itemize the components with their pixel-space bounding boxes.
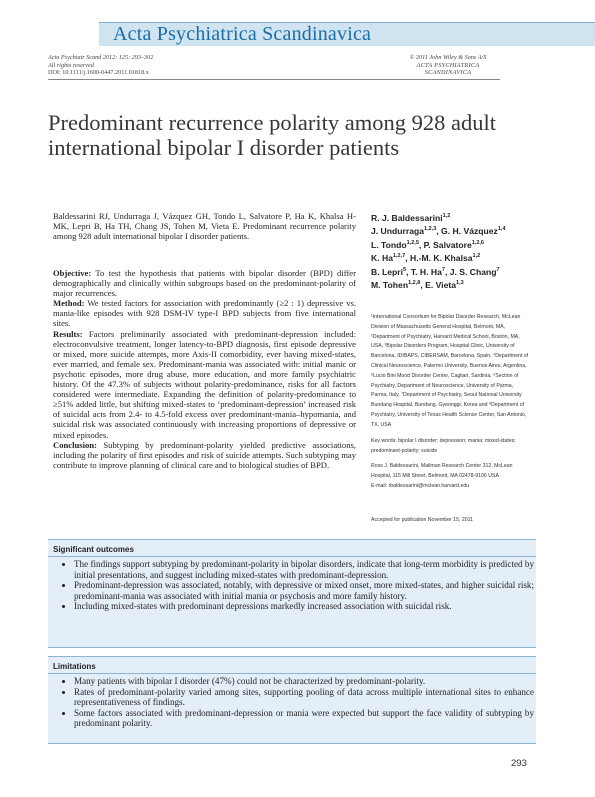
affiliations: ¹International Consortium for Bipolar Disorder Research, McLean Division of Massachusetts General Hospital, Belmont, MA, ²Department of Psychiatry, Harvard Medical School, Boston, MA, USA, ³Bipolar Disorders Program, Hospital Clinic, University of Barcelona, IDIBAPS, CIBERSAM, Barcelona, Spain, ⁴Department of Clinical Neuroscience, Palermo University, Buenos Aires, Argentina, ⁵Lucio Bini Mood Disorder Center, Cagliari, Sardinia, ⁶Section of Psychiatry, Department of Neuroscience, University of Parma, Parma, Italy, ⁷Department of Psychiatry, Seoul National University Bundang Hospital, Bundang, Gyeonggi, Korea and ⁸Department of Psychiatry, University of Texas Health Science Center, San Antonio, TX, USA: [371, 314, 529, 428]
journal-name: Acta Psychiatrica Scandinavica: [113, 23, 372, 45]
conclusion-label: Conclusion:: [53, 439, 97, 450]
box-divider: [48, 673, 536, 674]
results-label: Results:: [53, 328, 83, 339]
list-item: • Including mixed-states with predominant depressions markedly increased association with suicidal risk.: [74, 601, 534, 612]
limitations-list: [62, 676, 534, 729]
limitations-heading: Limitations: [53, 662, 96, 671]
author[interactable]: E. Vieta$^{1,3}$: [425, 280, 464, 291]
box-divider: [48, 556, 536, 557]
significant-outcomes-box: [48, 539, 536, 648]
article-citation: Baldessarini RJ, Undurraga J, Vázquez GH, Tondo L, Salvatore P, Ha K, Khalsa H-MK, Lepri B, Ha TH, Chang JS, Tohen M, Vieta E. Predominant recurrence polarity among 928 adult international bipolar I disorder patients.: [53, 211, 356, 242]
list-item: • The findings support subtyping by predominant-polarity in bipolar disorders, indicate that long-term morbidity is predicted by initial presentations, and suggest including mixed-states with predominant-depression.: [74, 559, 534, 580]
author[interactable]: M. Tohen$^{1,2,8}$: [371, 280, 421, 291]
abstract-conclusion: [53, 440, 356, 470]
keywords: Key words: bipolar I disorder; depression; mania; mixed-states; predominant-polarity; suicide: [371, 438, 516, 454]
author[interactable]: G. H. Vázquez$^{1,4}$: [441, 226, 506, 237]
limitations-box: [48, 656, 536, 744]
accepted-date: Accepted for publication November 15, 2011: [371, 517, 473, 523]
header-divider: [48, 79, 500, 80]
citation-meta: [48, 54, 153, 77]
conclusion-text: Subtyping by predominant-polarity yielded predictive associations, including the polarity of first episodes and risk of suicide attempts. Such subtyping may contribute to improve planning of clinical care and to biological studies of BPD.: [53, 439, 356, 470]
journal-citation-line: Acta Psychiatr Scand 2012: 125: 293–302: [48, 54, 154, 61]
copyright-line: © 2011 John Wiley & Sons A/S: [409, 54, 487, 61]
abstract-method: [53, 298, 356, 328]
method-label: Method:: [53, 298, 85, 309]
article-title: Predominant recurrence polarity among 928 adult international bipolar I disorder patients: [48, 110, 496, 160]
method-text: We tested factors for association with predominantly (≥2 : 1) depressive vs. mania-like episodes with 928 DSM-IV type-I BPD subjects from five international sites.: [53, 298, 356, 329]
list-item: • Predominant-depression was associated, notably, with depressive or mixed onset, more mixed-states, and higher suicidal risk; predominant-mania was associated with initial mania or psychosis and more family history.: [74, 580, 534, 601]
correspondence-email[interactable]: E-mail: rbaldessarini@mclean.harvard.edu: [371, 482, 470, 489]
list-item: • Some factors associated with predominant-depression or mania were expected but support the face validity of subtyping by predominant polarity.: [74, 708, 534, 729]
author[interactable]: T. H. Ha$^7$: [410, 266, 445, 277]
correspondence-address: Ross J. Baldessarini, Mailman Research Center 312, McLean Hospital, 115 Mill Street, Belmont, MA 02478-9106 USA: [371, 463, 513, 479]
author[interactable]: J. S. Chang$^7$: [449, 266, 500, 277]
journal-brand-line-1: ACTA PSYCHIATRICA: [416, 61, 480, 69]
significant-outcomes-heading: Significant outcomes: [53, 545, 134, 554]
author[interactable]: J. Undurraga$^{1,2,3}$: [371, 226, 437, 237]
author[interactable]: L. Tondo$^{1,2,5}$: [371, 239, 419, 250]
objective-text: To test the hypothesis that patients with bipolar disorder (BPD) differ demographically and clinically within subgroups based on the predominant-polarity of major recurrences.: [53, 268, 356, 299]
author[interactable]: B. Lepri$^5$: [371, 266, 407, 277]
doi-line[interactable]: DOI: 10.1111/j.1600-0447.2011.01818.x: [48, 69, 149, 76]
abstract-objective: [53, 268, 356, 298]
list-item: • Rates of predominant-polarity varied among sites, supporting pooling of data across multiple international sites to enhance representativeness of findings.: [74, 687, 534, 708]
abstract-results: [53, 329, 356, 440]
author-list: R. J. Baldessarini$^{1,2}$ J. Undurraga$^{1,2,3}$, G. H. Vázquez$^{1,4}$ L. Tondo$^{1,2,5}$, P. Salvatore$^{1,2,6}$ K. Ha$^{1,2,7}$, H.-M. K. Khalsa$^{1,2}$ B. Lepri$^5$, T. H. Ha$^7$, J. S. Chang$^7$ M. Tohen$^{1,2,8}$, E. Vieta$^{1,3}$: [371, 212, 506, 291]
rights-line: All rights reserved: [48, 61, 94, 69]
journal-header-band: [99, 22, 595, 46]
author[interactable]: R. J. Baldessarini$^{1,2}$: [371, 212, 451, 223]
abstract: [53, 268, 356, 470]
journal-brand-line-2: SCANDINAVICA: [424, 69, 472, 76]
objective-label: Objective:: [53, 268, 92, 278]
correspondence: [371, 462, 531, 491]
significant-outcomes-list: [62, 559, 534, 612]
page-number: 293: [511, 758, 527, 769]
author[interactable]: K. Ha$^{1,2,7}$: [371, 253, 406, 264]
results-text: Factors preliminarily associated with predominant-depression included: electroconvulsive treatment, longer latency-to-BPD diagnosis, first episode depressive or mixed, more suicide attempts, more Axis-II comorbidity, ever having mixed-states, ever married, and female sex. Predominant-mania was associated with: initial manic or psychotic episodes, more drug abuse, more education, and more family psychiatric history. Of the 47.3% of subjects without polarity-predominance, risks for all factors considered were intermediate. Expanding the definition of polarity-predominance to ≥51% added little, but shifting mixed-states to ‘predominant-depression’ increased risk of suicidal acts from 2.4- to 4.5-fold excess over predominant-mania–hypomania, and suicidal risk was associated continuously with increasing proportions of depressive or mixed episodes.: [53, 328, 356, 440]
publisher-meta: [398, 54, 498, 77]
author[interactable]: P. Salvatore$^{1,2,6}$: [423, 239, 484, 250]
author[interactable]: H.-M. K. Khalsa$^{1,2}$: [409, 253, 481, 264]
list-item: • Many patients with bipolar I disorder (47%) could not be characterized by predominant-polarity.: [74, 676, 534, 687]
